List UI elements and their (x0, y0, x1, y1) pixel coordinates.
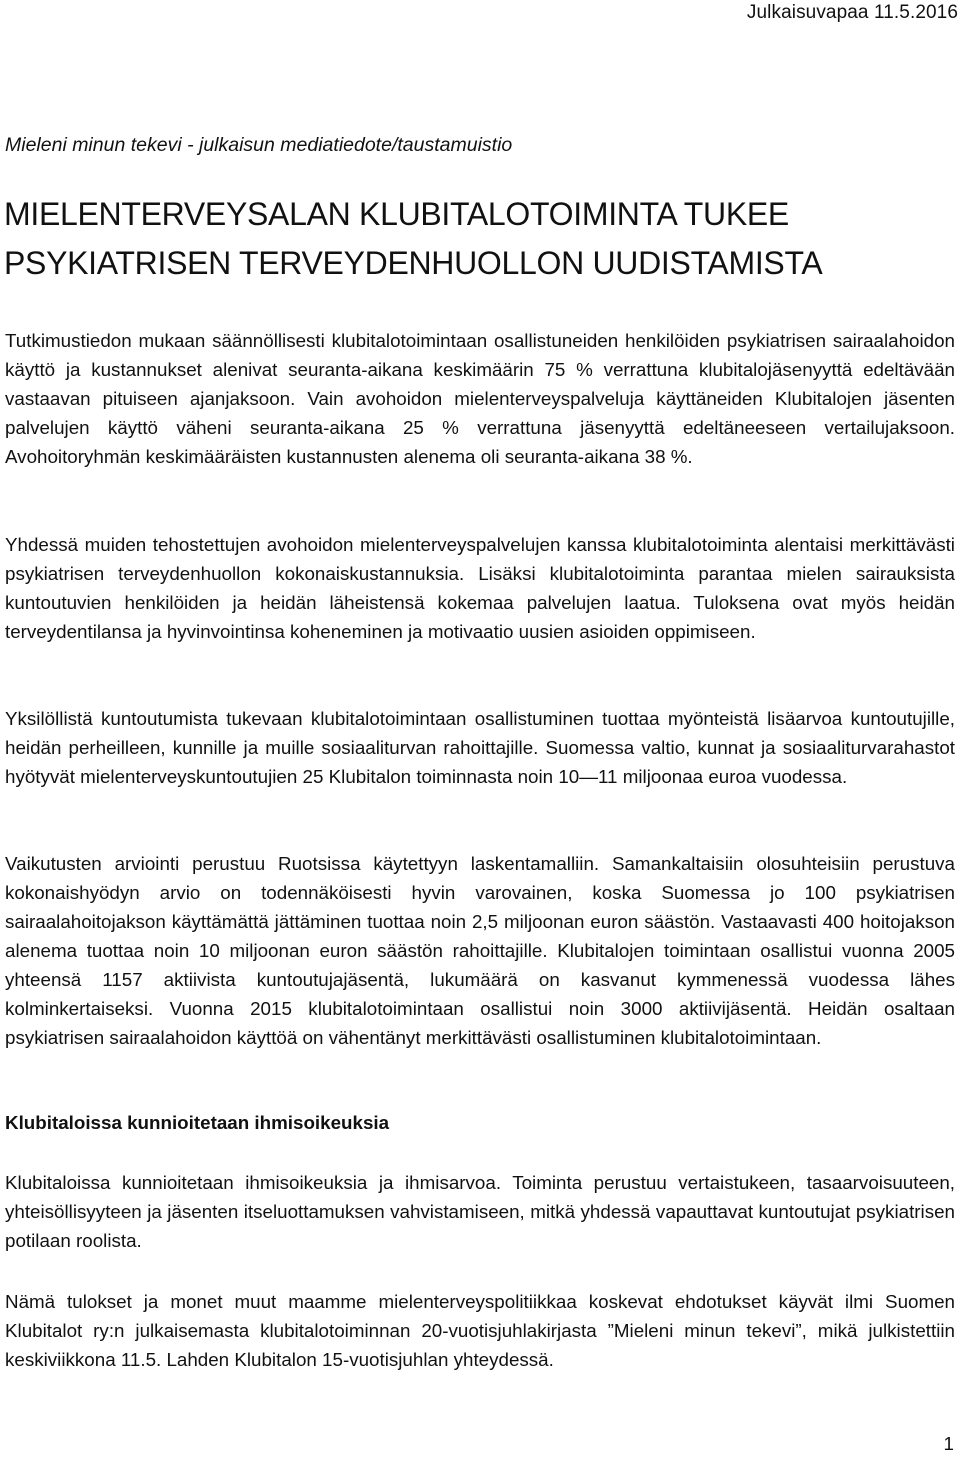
page-number: 1 (943, 1433, 954, 1454)
document-subtitle: Mieleni minun tekevi - julkaisun mediatiedote/taustamuistio (5, 134, 513, 156)
paragraph-human-rights: Klubitaloissa kunnioitetaan ihmisoikeuksia ja ihmisarvoa. Toiminta perustuu vertaistukeen, tasaarvoisuuteen, yhteisöllisyyteen ja jäsenten itseluottamuksen vahvistamiseen, mitkä yhdessä vapauttavat kuntoutujat psykiatrisen potilaan roolista. (5, 1172, 955, 1251)
paragraph-cost-reduction: Yhdessä muiden tehostettujen avohoidon mielenterveyspalvelujen kanssa klubitalotoiminta alentaisi merkittävästi psykiatrisen terveydenhuollon kokonaiskustannuksia. Lisäksi klubitalotoiminta parantaa mielen sairauksista kuntoutuvien henkilöiden ja heidän läheistensä kokemaa palvelujen laatua. Tuloksena ovat myös heidän terveydentilansa ja hyvinvointinsa koheneminen ja motivaatio uusien asioiden oppimiseen. (5, 534, 955, 642)
document-title: MIELENTERVEYSALAN KLUBITALOTOIMINTA TUKEE PSYKIATRISEN TERVEYDENHUOLLON UUDISTAMISTA (4, 196, 823, 281)
section-heading-human-rights: Klubitaloissa kunnioitetaan ihmisoikeuksia (5, 1112, 390, 1133)
paragraph-added-value: Yksilöllistä kuntoutumista tukevaan klubitalotoimintaan osallistuminen tuottaa myönteistä lisäarvoa kuntoutujille, heidän perheilleen, kunnille ja muille sosiaaliturvan rahoittajille. Suomessa valtio, kunnat ja sosiaaliturvarahastot hyötyvät mielenterveyskuntoutujien 25 Klubitalon toiminnasta noin 10—11 miljoonaa euroa vuodessa. (5, 708, 955, 787)
release-date: Julkaisuvapaa 11.5.2016 (746, 2, 958, 23)
paragraph-research-findings: Tutkimustiedon mukaan säännöllisesti klubitalotoimintaan osallistuneiden henkilöiden psykiatrisen sairaalahoidon käyttö ja kustannukset alenivat seuranta-aikana keskimäärin 75 % verrattuna klubitalojäsenyyttä edeltävään vastaavan pituiseen ajanjaksoon. Vain avohoidon mielenterveyspalveluja käyttäneiden Klubitalojen jäsenten palvelujen käyttö väheni seuranta-aikana 25 % verrattuna jäsenyyttä edeltäneeseen vertailujaksoon. Avohoitoryhmän keskimääräisten kustannusten alenema oli seuranta-aikana 38 %. (5, 330, 955, 467)
paragraph-impact-assessment: Vaikutusten arviointi perustuu Ruotsissa käytettyyn laskentamalliin. Samankaltaisiin olosuhteisiin perustuva kokonaishyödyn arvio on todennäköisesti hyvin varovainen, koska Suomessa jo 100 psykiatrisen sairaalahoitojakson käyttämättä jättäminen tuottaa noin 2,5 miljoonan euron säästön. Vastaavasti 400 hoitojakson alenema tuottaa noin 10 miljoonan euron säästön rahoittajille. Klubitalojen toimintaan osallistui vuonna 2005 yhteensä 1157 aktiivista kuntoutujajäsentä, lukumäärä on kasvanut kymmenessä vuodessa lähes kolminkertaiseksi. Vuonna 2015 klubitalotoimintaan osallistui noin 3000 aktiivijäsentä. Heidän osaltaan psykiatrisen sairaalahoidon käyttöä on vähentänyt merkittävästi osallistuminen klubitalotoimintaan. (5, 853, 955, 1048)
paragraph-publication: Nämä tulokset ja monet muut maamme mielenterveyspolitiikkaa koskevat ehdotukset käyvät ilmi Suomen Klubitalot ry:n julkaisemasta klubitalotoiminnan 20-vuotisjuhlakirjasta ”Mieleni minun tekevi”, mikä julkistettiin keskiviikkona 11.5. Lahden Klubitalon 15-vuotisjuhlan yhteydessä. (5, 1291, 955, 1370)
